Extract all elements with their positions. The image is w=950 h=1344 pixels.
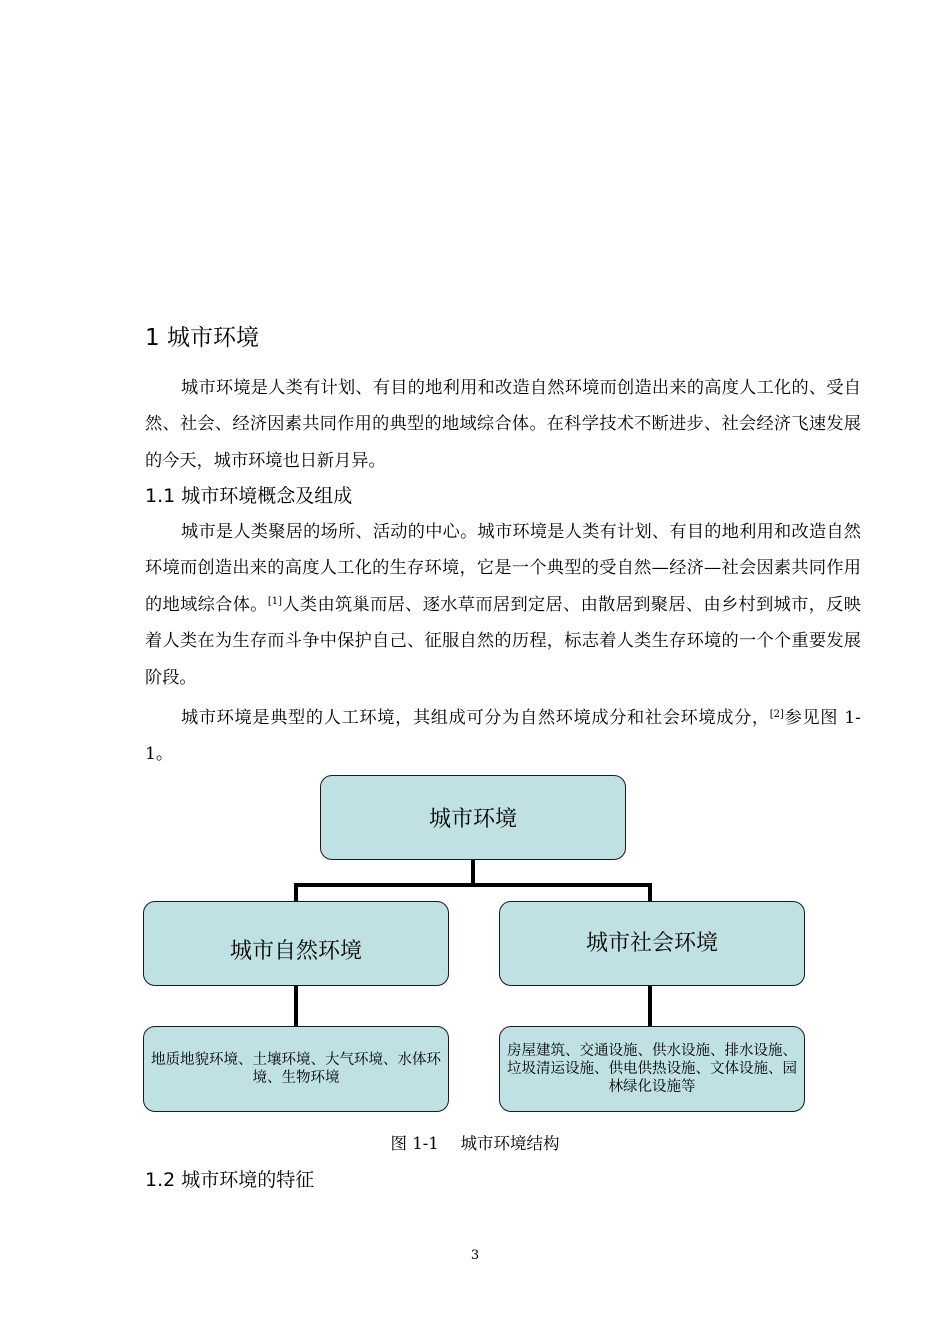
diagram-leaf-natural-components — [143, 1026, 449, 1112]
citation-ref-1[interactable]: [1] — [267, 595, 282, 607]
diagram-node-urban-environment: 城市环境 — [320, 775, 626, 860]
natural-components-text: 地质地貌环境、土壤环境、大气环境、水体环境、生物环境 — [151, 1052, 441, 1086]
composition-text-part2: 参见图 1-1。 — [145, 708, 861, 765]
figure-caption: 图 1-1 城市环境结构 — [390, 1134, 560, 1153]
social-components-text: 房屋建筑、交通设施、供水设施、排水设施、垃圾清运设施、供电供热设施、文体设施、园林绿化设施等 — [507, 1043, 797, 1095]
diagram-node-natural-environment — [143, 901, 449, 986]
composition-paragraph — [145, 700, 861, 773]
citation-ref-2[interactable]: [2] — [769, 709, 784, 720]
concept-paragraph — [145, 514, 861, 696]
natural-environment-label: 城市自然环境 — [229, 939, 362, 964]
composition-text-part1: 城市环境是典型的人工环境，其组成可分为自然环境成分和社会环境成分， — [181, 708, 770, 728]
section-heading: 1 城市环境 — [145, 325, 259, 351]
concept-text-part2: 人类由筑巢而居、逐水草而居到定居、由散居到聚居、由乡村到城市，反映着人类在为生存而斗争中保护自己、征服自然的历程，标志着人类生存环境的一个个重要发展阶段。 — [145, 594, 861, 688]
subsection-heading-1-2: 1.2 城市环境的特征 — [145, 1169, 315, 1191]
page-number: 3 — [470, 1248, 480, 1263]
diagram-leaf-social-components — [499, 1026, 805, 1112]
diagram-node-social-environment — [499, 901, 805, 986]
section-intro-paragraph: 城市环境是人类有计划、有目的地利用和改造自然环境而创造出来的高度人工化的、受自然、社会、经济因素共同作用的典型的地域综合体。在科学技术不断进步、社会经济飞速发展的今天，城市环境也日新月异。 — [145, 378, 861, 471]
subsection-heading-1-1: 1.1 城市环境概念及组成 — [145, 485, 353, 507]
social-environment-label: 城市社会环境 — [585, 931, 718, 956]
concept-text-part1: 城市是人类聚居的场所、活动的中心。城市环境是人类有计划、有目的地利用和改造自然环境而创造出来的高度人工化的生存环境，它是一个典型的受自然—经济—社会因素共同作用的地域综合体。 — [145, 522, 861, 615]
